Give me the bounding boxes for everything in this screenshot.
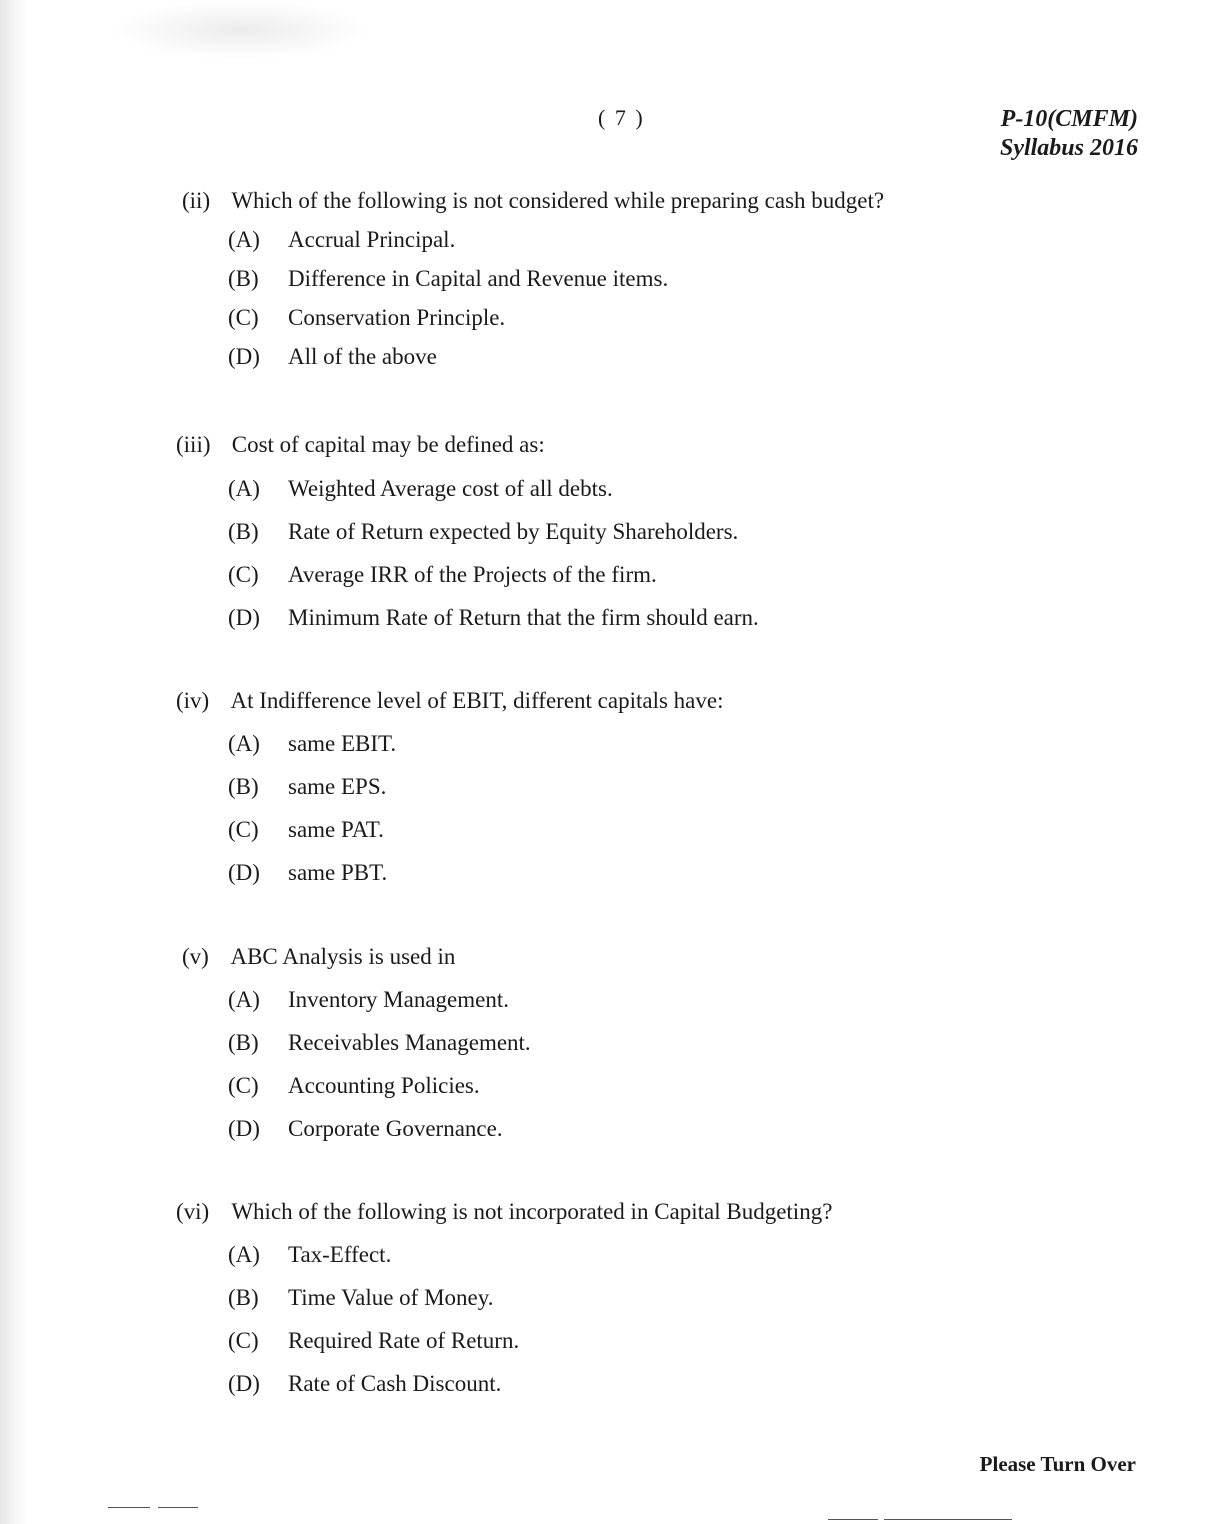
paper-code-block xyxy=(1000,105,1138,163)
option-b xyxy=(228,264,1136,294)
question-stem xyxy=(176,430,1136,460)
option-c xyxy=(228,560,1136,590)
syllabus-label: Syllabus 2016 xyxy=(999,135,1138,161)
option-d xyxy=(228,603,1136,633)
option-a xyxy=(228,729,1136,759)
option-a xyxy=(228,985,1136,1015)
option-letter: (C) xyxy=(228,562,259,587)
question-number: (ii) xyxy=(182,188,211,213)
option-b xyxy=(228,517,1136,547)
question-text: Which of the following is not considered while preparing cash budget? xyxy=(231,188,885,213)
question-stem xyxy=(182,186,1136,216)
scan-mark xyxy=(108,1507,150,1508)
option-letter: (D) xyxy=(228,344,260,369)
option-text: same PBT. xyxy=(288,860,388,885)
option-letter: (D) xyxy=(228,1371,260,1396)
option-d xyxy=(228,1114,1136,1144)
question-ii xyxy=(176,186,1136,372)
question-text: ABC Analysis is used in xyxy=(230,944,456,969)
question-number: (v) xyxy=(182,944,209,969)
page-number: ( 7 ) xyxy=(598,105,645,130)
option-c xyxy=(228,303,1136,333)
option-text: Average IRR of the Projects of the firm. xyxy=(288,562,657,587)
option-letter: (A) xyxy=(228,1242,260,1267)
question-number: (iii) xyxy=(176,432,211,457)
option-b xyxy=(228,1283,1136,1313)
paper-code: P-10(CMFM) xyxy=(1000,106,1138,132)
option-text: same PAT. xyxy=(288,817,384,842)
scan-smudge xyxy=(110,0,370,60)
option-text: Receivables Management. xyxy=(288,1030,531,1055)
option-a xyxy=(228,225,1136,255)
option-letter: (C) xyxy=(228,1328,259,1353)
option-letter: (B) xyxy=(228,774,259,799)
scan-mark xyxy=(828,1519,878,1520)
option-letter: (D) xyxy=(228,860,260,885)
option-letter: (A) xyxy=(228,476,260,501)
question-number: (vi) xyxy=(176,1199,210,1224)
question-iii xyxy=(176,430,1136,633)
question-stem xyxy=(176,686,1136,716)
option-text: same EPS. xyxy=(288,774,387,799)
option-c xyxy=(228,1326,1136,1356)
option-text: Accounting Policies. xyxy=(288,1073,480,1098)
option-a xyxy=(228,474,1136,504)
option-letter: (A) xyxy=(228,227,260,252)
option-a xyxy=(228,1240,1136,1270)
scan-mark xyxy=(884,1519,1012,1520)
option-letter: (B) xyxy=(228,1030,259,1055)
question-text: Cost of capital may be defined as: xyxy=(231,432,545,457)
option-d xyxy=(228,1369,1136,1399)
please-turn-over: Please Turn Over xyxy=(979,1452,1136,1476)
option-text: Accrual Principal. xyxy=(288,227,456,252)
option-d xyxy=(228,342,1136,372)
question-stem xyxy=(182,942,1136,972)
option-text: Inventory Management. xyxy=(288,987,509,1012)
option-letter: (C) xyxy=(228,1073,259,1098)
scan-edge-shadow xyxy=(0,0,28,1524)
option-letter: (A) xyxy=(228,987,260,1012)
option-text: Minimum Rate of Return that the firm should earn. xyxy=(288,605,759,630)
option-letter: (B) xyxy=(228,1285,259,1310)
option-c xyxy=(228,815,1136,845)
option-text: All of the above xyxy=(288,344,437,369)
option-text: Weighted Average cost of all debts. xyxy=(288,476,613,501)
option-text: Required Rate of Return. xyxy=(288,1328,520,1353)
option-letter: (B) xyxy=(228,266,259,291)
question-text: At Indifference level of EBIT, different capitals have: xyxy=(230,688,724,713)
option-text: Conservation Principle. xyxy=(288,305,506,330)
question-text: Which of the following is not incorporated in Capital Budgeting? xyxy=(231,1199,833,1224)
question-v xyxy=(176,942,1136,1144)
option-letter: (A) xyxy=(228,731,260,756)
option-text: Time Value of Money. xyxy=(288,1285,494,1310)
option-letter: (B) xyxy=(228,519,259,544)
option-letter: (D) xyxy=(228,605,260,630)
option-text: same EBIT. xyxy=(288,731,397,756)
scan-mark xyxy=(158,1507,198,1508)
option-letter: (C) xyxy=(228,305,259,330)
option-b xyxy=(228,772,1136,802)
option-text: Difference in Capital and Revenue items. xyxy=(288,266,669,291)
option-text: Corporate Governance. xyxy=(288,1116,503,1141)
question-number: (iv) xyxy=(176,688,210,713)
option-c xyxy=(228,1071,1136,1101)
option-text: Rate of Return expected by Equity Shareholders. xyxy=(288,519,739,544)
option-d xyxy=(228,858,1136,888)
option-text: Rate of Cash Discount. xyxy=(288,1371,502,1396)
question-iv xyxy=(176,686,1136,888)
option-text: Tax-Effect. xyxy=(288,1242,392,1267)
option-b xyxy=(228,1028,1136,1058)
question-stem xyxy=(176,1197,1136,1227)
question-vi xyxy=(176,1197,1136,1399)
option-letter: (C) xyxy=(228,817,259,842)
option-letter: (D) xyxy=(228,1116,260,1141)
